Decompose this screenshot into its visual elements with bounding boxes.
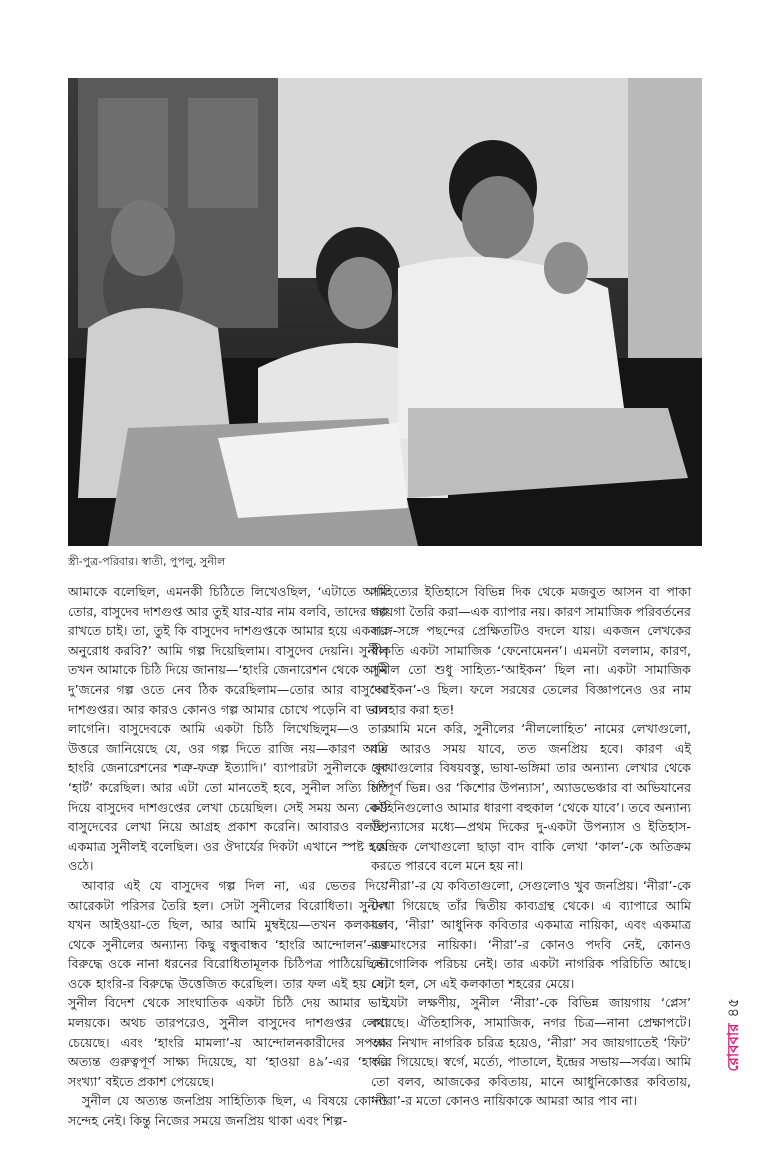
family-photo (68, 78, 702, 546)
paragraph: ‘নীরা’-র যে কবিতাগুলো, সেগুলোও খুব জনপ্রিয়। ‘নীরা’-কে দেখা গিয়েছে তাঁর দ্বিতীয় কাব্যগ্রন্থ থেকে। এ ব্যাপারে আমি বলব, ‘নীরা’ আধুনিক কবিতার একমাত্র নায়িকা, এবং একমাত্র রক্তমাংসের নায়িকা। ‘নীরা’-র কোনও পদবি নেই, কোনও ভৌগোলিক পরিচয় নেই। তার একটা নাগরিক পরিচিতি আছে। সেটা হল, সে এই কলকাতা শহরের মেয়ে। (371, 877, 691, 991)
left-column (68, 582, 388, 1131)
paragraph: সুনীল যে অত্যন্ত জনপ্রিয় সাহিত্যিক ছিল, এ বিষয়ে কোনও সন্দেহ নেই। কিন্তু নিজের সময়ে জনপ্রিয় থাকা এবং শিল্প- (68, 1093, 388, 1129)
photo-caption: স্ত্রী-পুত্র-পরিবার। স্বাতী, পুপলু, সুনীল (68, 555, 226, 568)
photo-icon (68, 78, 702, 546)
page-number: ৪৫ (724, 998, 742, 1018)
paragraph: সাহিত্যের ইতিহাসে বিভিন্ন দিক থেকে মজবুত আসন বা পাকা জায়গা তৈরি করা—এক ব্যাপার নয়। কারণ সামাজিক পরিবর্তনের সঙ্গে-সঙ্গে পছন্দের প্রেক্ষিতটিও বদলে যায়। একজন লেখকের স্বীকৃতি একটা সামাজিক ‘ফেনোমেনন’। এমনটা বললাম, কারণ, সুনীল তো শুধু সাহিত্য-‘আইকন’ ছিল না। একটা সামাজিক ‘আইকন’-ও ছিল। ফলে সরষের তেলের বিজ্ঞাপনেও ওর নাম ব্যবহার করা হত! (371, 584, 691, 717)
paragraph: আবার এই যে বাসুদেব গল্প দিল না, এর ভেতর দিয়ে আরেকটা পরিসর তৈরি হল। সেটা সুনীলের বিরোধিতা। সুনীল যখন আইওয়া-তে ছিল, আর আমি মুম্বইয়ে—তখন কলকাতা থেকে সুনীলের অন্যান্য কিছু বন্ধুবান্ধব ‘হাংরি আন্দোলন’-এর বিরুদ্ধে ওকে নানা ধরনের বিরোধিতামূলক চিঠিপত্র পাঠিয়েছিল। ওকে হাংরি-র বিরুদ্ধে উত্তেজিত করেছিল। তার ফল এই হয় যে, সুনীল বিদেশ থেকে সাংঘাতিক একটা চিঠি দেয় আমার ভাই মলয়কে। অথচ তারপরেও, সুনীল বাসুদেব দাশগুপ্তর লেখা চেয়েছে। এবং ‘হাংরি মামলা’-য় আন্দোলনকারীদের সপক্ষে অত্যন্ত গুরুত্বপূর্ণ সাক্ষ্য দিয়েছে, যা ‘হাওয়া ৪৯’-এর ‘হাংরি সংখ্যা’ বইতে প্রকাশ পেয়েছে। (68, 877, 388, 1089)
paragraph: যেটা লক্ষণীয়, সুনীল ‘নীরা’-কে বিভিন্ন জায়গায় ‘প্লেস’ করেছে। ঐতিহাসিক, সামাজিক, নগর চিত্র—নানা প্রেক্ষাপটে। আর নিখাদ নাগরিক চরিত্র হয়েও, ‘নীরা’ সব জায়গাতেই ‘ফিট’ করে গিয়েছে। স্বর্গে, মর্ত্যে, পাতালে, ইন্দ্রের সভায়—সর্বত্র। আমি তো বলব, আজকের কবিতায়, মানে আধুনিকোত্তর কবিতায়, ‘নীরা’-র মতো কোনও নায়িকাকে আমরা আর পাব না। (371, 995, 691, 1109)
paragraph: আমি মনে করি, সুনীলের ‘নীললোহিত’ নামের লেখাগুলো, যত আরও সময় যাবে, তত জনপ্রিয় হবে। কারণ এই লেখাগুলোর বিষয়বস্তু, ভাষা-ভঙ্গিমা তার অন্যান্য লেখার থেকে সম্পূর্ণ ভিন্ন। ওর ‘কিশোর উপন্যাস’, অ্যাডভেঞ্চার বা অভিযানের কাহিনিগুলোও আমার ধারণা বহুকাল ‘থেকে যাবে’। তবে অন্যান্য উপন্যাসের মধ্যে—প্রথম দিকের দু-একটা উপন্যাস ও ইতিহাস-কেন্দ্রিক লেখাগুলো ছাড়া বাদ বাকি লেখা ‘কাল’-কে অতিক্রম করতে পারবে বলে মনে হয় না। (371, 721, 691, 874)
magazine-label (722, 998, 747, 1071)
page-footer-side (722, 998, 762, 1148)
paragraph: আমাকে বলেছিল, এমনকী চিঠিতে লিখেওছিল, ‘এটাতে আমি তোর, বাসুদেব দাশগুপ্ত আর তুই যার-যার নাম বলবি, তাদের গল্প রাখতে চাই। তা, তুই কি বাসুদেব দাশগুপ্তকে আমার হয়ে একবার অনুরোধ করবি?’ আমি গল্প দিয়েছিলাম। বাসুদেব দেয়নি। সুনীল তখন আমাকে চিঠি দিয়ে জানায়—‘হাংরি জেনারেশন থেকে আমি দু’জনের গল্প ওতে নেব ঠিক করেছিলাম—তোর আর বাসুদেব দাশগুপ্তর। আর কারও কোনও গল্প আমার চোখে পড়েনি বা ভাল লাগেনি। বাসুদেবকে আমি একটা চিঠি লিখেছিলুম—ও তার উত্তরে জানিয়েছে যে, ওর গল্প দিতে রাজি নয়—কারণ আমি হাংরি জেনারেশনের শত্রু-ফত্রু ইত্যাদি।’ ব্যাপারটা সুনীলকে খুব ‘হার্ট’ করেছিল। আর এটা তো মানতেই হবে, সুনীল সত্যি চিঠি দিয়ে বাসুদেব দাশগুপ্তের লেখা চেয়েছিল। সেই সময় অন্য কেউ বাসুদেবের লেখা নিয়ে আগ্রহ প্রকাশ করেনি। আবারও বলছি, একমাত্র সুনীলই বলেছিল। ওর ঔদার্যের দিকটা এখানে স্পষ্ট হয়ে ওঠে। (68, 584, 388, 874)
magazine-brand: রোববার (724, 1023, 742, 1072)
right-column (371, 582, 691, 1111)
